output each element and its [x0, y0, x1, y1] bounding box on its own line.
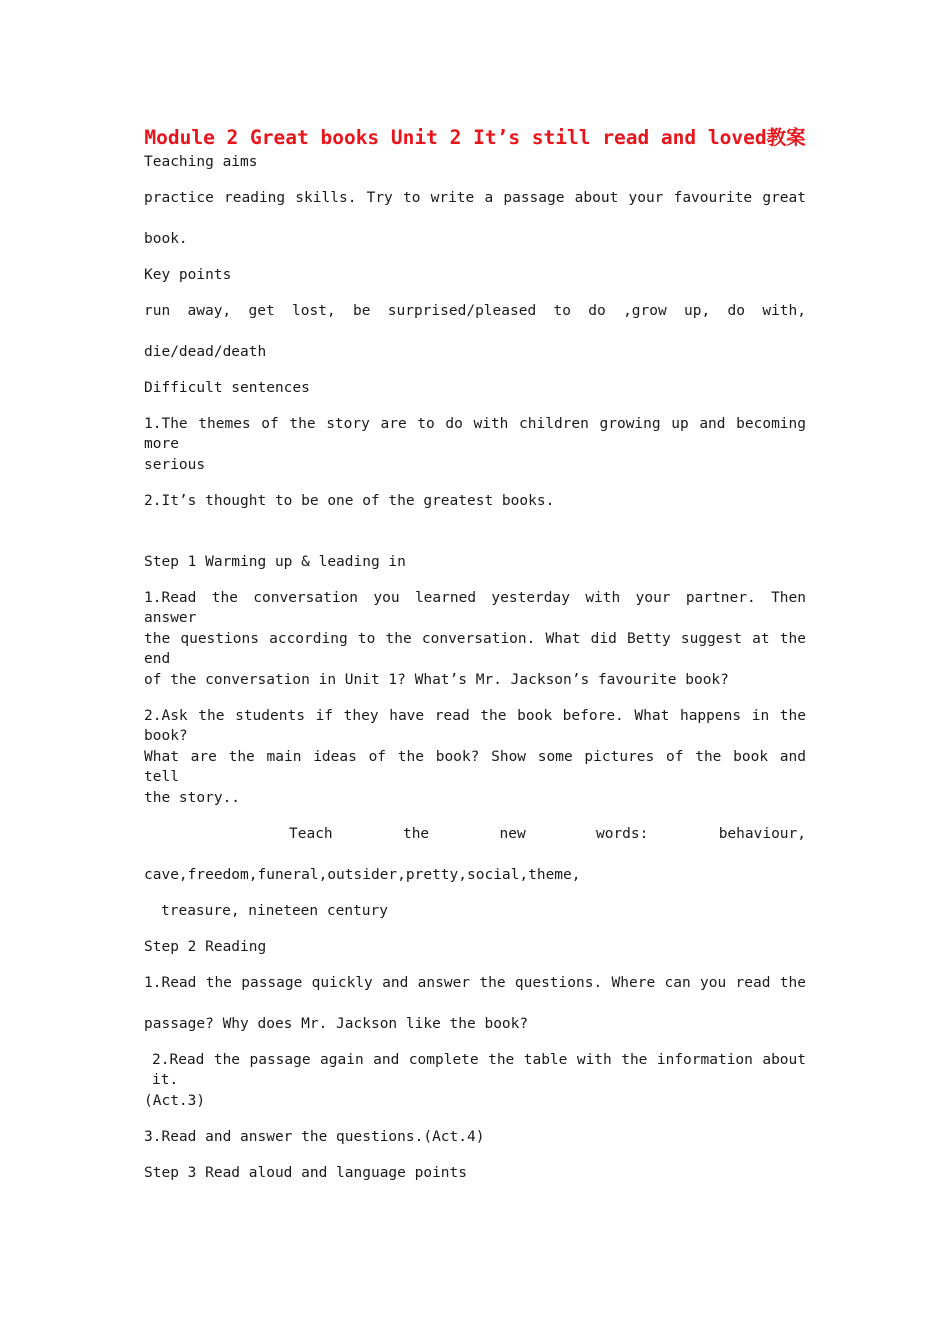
aims-text: practice reading skills. Try to write a passage about your favourite great: [144, 190, 806, 206]
step1-text: cave,freedom,funeral,outsider,pretty,social,theme,: [144, 867, 581, 883]
key-points-text: run away, get lost, be surprised/pleased to do ,grow up, do with,: [144, 303, 806, 319]
key-points-heading: Key points: [144, 267, 232, 283]
step2-text: (Act.3): [144, 1093, 206, 1109]
step1-text: the story..: [144, 790, 241, 806]
step2-text: 2.Read the passage again and complete the table with the information about it.: [152, 1052, 806, 1088]
key-points-text: die/dead/death: [144, 344, 267, 360]
step1-text: What are the main ideas of the book? Show some pictures of the book and tell: [144, 749, 806, 785]
step1-text: of the conversation in Unit 1? What’s Mr. Jackson’s favourite book?: [144, 672, 729, 688]
step2-heading: Step 2 Reading: [144, 939, 267, 955]
step1-text: 2.Ask the students if they have read the book before. What happens in the book?: [144, 708, 806, 744]
step2-text: 3.Read and answer the questions.(Act.4): [144, 1129, 485, 1145]
difficult-sentence: serious: [144, 457, 206, 473]
document-title: Module 2 Great books Unit 2 It’s still read and loved教案: [144, 126, 806, 149]
step2-text: passage? Why does Mr. Jackson like the book?: [144, 1016, 529, 1032]
step1-text: Teach the new words: behaviour,: [289, 826, 806, 842]
difficult-sentences-heading: Difficult sentences: [144, 380, 310, 396]
step1-text: the questions according to the conversation. What did Betty suggest at the end: [144, 631, 806, 667]
step2-text: 1.Read the passage quickly and answer the questions. Where can you read the: [144, 975, 806, 991]
difficult-sentence: 2.It’s thought to be one of the greatest books.: [144, 493, 555, 509]
difficult-sentence: 1.The themes of the story are to do with children growing up and becoming more: [144, 416, 806, 452]
step1-text: treasure, nineteen century: [161, 903, 388, 919]
step1-text: 1.Read the conversation you learned yesterday with your partner. Then answer: [144, 590, 806, 626]
step1-heading: Step 1 Warming up & leading in: [144, 554, 406, 570]
step3-heading: Step 3 Read aloud and language points: [144, 1165, 468, 1181]
teaching-aims-heading: Teaching aims: [144, 154, 258, 170]
aims-text: book.: [144, 231, 188, 247]
